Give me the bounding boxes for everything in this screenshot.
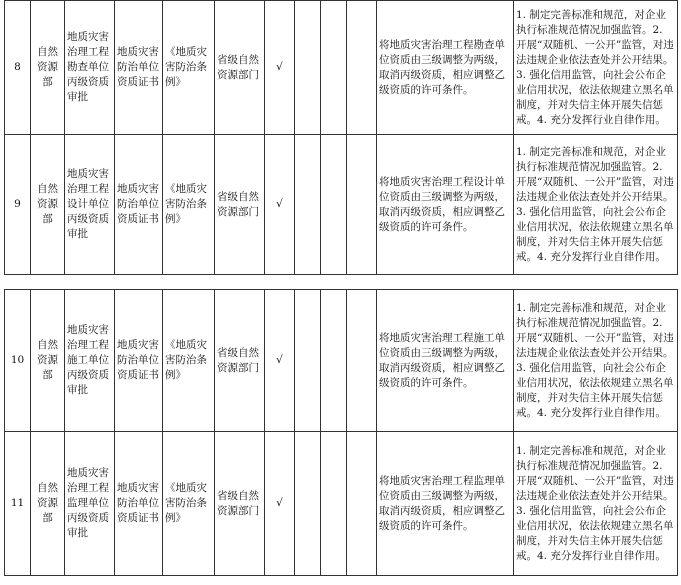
reform-content-cell: 将地质灾害治理工程勘查单位资质由三级调整为两级，取消丙级资质，相应调整乙级资质的许可条件。 [377, 1, 514, 135]
department-cell: 自然资源部 [31, 1, 65, 135]
empty-cell [347, 1, 377, 135]
check-mark: √ [265, 290, 295, 432]
empty-cell [321, 290, 347, 432]
row-number: 9 [5, 135, 31, 275]
reform-content-cell: 将地质灾害治理工程设计单位资质由三级调整为两级，取消丙级资质，相应调整乙级资质的许可条件。 [377, 135, 514, 275]
reform-content-cell: 将地质灾害治理工程监理单位资质由三级调整为两级，取消丙级资质，相应调整乙级资质的许可条件。 [377, 432, 514, 576]
empty-cell [347, 290, 377, 432]
reform-content-cell: 将地质灾害治理工程施工单位资质由三级调整为两级，取消丙级资质，相应调整乙级资质的许可条件。 [377, 290, 514, 432]
supervision-measures-cell: 1. 制定完善标准和规范，对企业执行标准规范情况加强监管。2. 开展“双随机、一公开”监管，对违法违规企业依法查处并公开结果。3. 强化信用监管，向社会公布企业信用状况，依法依规建立黑名单制度，并对失信主体开展失信惩戒。4. 充分发挥行业自律作用。 [514, 135, 678, 275]
supervision-measures-cell: 1. 制定完善标准和规范，对企业执行标准规范情况加强监管。2. 开展“双随机、一公开”监管，对违法违规企业依法查处并公开结果。3. 强化信用监管，向社会公布企业信用状况，依法依规建立黑名单制度，并对失信主体开展失信惩戒。4. 充分发挥行业自律作用。 [514, 290, 678, 432]
row-number: 8 [5, 1, 31, 135]
approval-item-cell: 地质灾害治理工程勘查单位丙级资质审批 [65, 1, 115, 135]
empty-cell [295, 1, 321, 135]
empty-cell [295, 290, 321, 432]
row-number: 10 [5, 290, 31, 432]
authority-cell: 省级自然资源部门 [215, 432, 265, 576]
certificate-cell: 地质灾害防治单位资质证书 [115, 1, 163, 135]
empty-cell [321, 1, 347, 135]
table-row [5, 290, 678, 432]
reform-table-part-1 [4, 0, 678, 275]
legal-basis-cell: 《地质灾害防治条例》 [163, 290, 215, 432]
approval-item-cell: 地质灾害治理工程监理单位丙级资质审批 [65, 432, 115, 576]
legal-basis-cell: 《地质灾害防治条例》 [163, 1, 215, 135]
legal-basis-cell: 《地质灾害防治条例》 [163, 432, 215, 576]
supervision-measures-cell: 1. 制定完善标准和规范，对企业执行标准规范情况加强监管。2. 开展“双随机、一公开”监管，对违法违规企业依法查处并公开结果。3. 强化信用监管，向社会公布企业信用状况，依法依规建立黑名单制度，并对失信主体开展失信惩戒。4. 充分发挥行业自律作用。 [514, 1, 678, 135]
empty-cell [295, 135, 321, 275]
approval-item-cell: 地质灾害治理工程施工单位丙级资质审批 [65, 290, 115, 432]
certificate-cell: 地质灾害防治单位资质证书 [115, 290, 163, 432]
empty-cell [321, 432, 347, 576]
authority-cell: 省级自然资源部门 [215, 135, 265, 275]
table-row [5, 432, 678, 576]
empty-cell [347, 135, 377, 275]
department-cell: 自然资源部 [31, 432, 65, 576]
row-number: 11 [5, 432, 31, 576]
certificate-cell: 地质灾害防治单位资质证书 [115, 135, 163, 275]
authority-cell: 省级自然资源部门 [215, 1, 265, 135]
table-row [5, 135, 678, 275]
certificate-cell: 地质灾害防治单位资质证书 [115, 432, 163, 576]
check-mark: √ [265, 135, 295, 275]
approval-item-cell: 地质灾害治理工程设计单位丙级资质审批 [65, 135, 115, 275]
supervision-measures-cell: 1. 制定完善标准和规范，对企业执行标准规范情况加强监管。2. 开展“双随机、一公开”监管，对违法违规企业依法查处并公开结果。3. 强化信用监管，向社会公布企业信用状况，依法依规建立黑名单制度，并对失信主体开展失信惩戒。4. 充分发挥行业自律作用。 [514, 432, 678, 576]
check-mark: √ [265, 1, 295, 135]
department-cell: 自然资源部 [31, 135, 65, 275]
legal-basis-cell: 《地质灾害防治条例》 [163, 135, 215, 275]
empty-cell [347, 432, 377, 576]
empty-cell [295, 432, 321, 576]
check-mark: √ [265, 432, 295, 576]
department-cell: 自然资源部 [31, 290, 65, 432]
authority-cell: 省级自然资源部门 [215, 290, 265, 432]
table-row [5, 1, 678, 135]
reform-table-part-2 [4, 289, 678, 576]
empty-cell [321, 135, 347, 275]
